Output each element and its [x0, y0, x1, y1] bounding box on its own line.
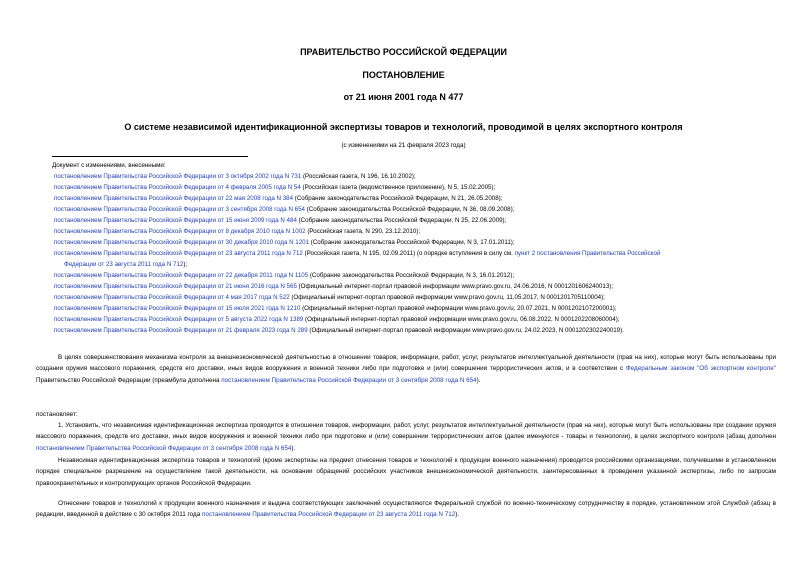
changes-divider [52, 156, 248, 157]
list-item [52, 237, 778, 248]
military-products-paragraph [36, 498, 776, 521]
document-date-number: от 21 июня 2001 года N 477 [343, 92, 464, 102]
document-type-heading: ПОСТАНОВЛЕНИЕ [362, 70, 445, 80]
amendment-source: (Российская газета, N 195, 02.09.2011) (о порядке вступления в силу см. [302, 250, 515, 257]
military-products-text: Отнесение товаров и технологий к продукции военного назначения и выдача соответствующих заключений осуществляются Федеральной службой по военно-техническому сотрудничеству в порядке, установленном этой Службой (абзац в редакции, введенной в действие с 30 октября 2011 года [36, 500, 776, 519]
amendment-link[interactable]: постановлением Правительства Российской Федерации от 22 декабря 2011 года N 1105 [54, 272, 309, 279]
list-item [52, 325, 778, 336]
list-item [52, 270, 778, 281]
amendment-link[interactable]: постановлением Правительства Российской Федерации от 3 сентября 2008 года N 654 [54, 206, 305, 213]
amendment-link[interactable]: постановлением Правительства Российской Федерации от 21 февраля 2023 года N 289 [54, 327, 308, 334]
amendment-link[interactable]: постановлением Правительства Российской Федерации от 3 октября 2002 года N 731 [54, 173, 302, 180]
resolves-text: постановляет: [36, 411, 78, 418]
amendment-source: (Собрание законодательства Российской Федерации, N 25, 22.06.2009); [296, 217, 507, 224]
military-products-amendment-link[interactable]: постановлением Правительства Российской Федерации от 23 августа 2011 года N 712 [201, 511, 456, 519]
amendment-link[interactable]: постановлением Правительства Российской Федерации от 5 августа 2022 года N 1389 [54, 316, 304, 323]
amendment-source: (Официальный интернет-портал правовой информации www.pravo.gov.ru, 24.06.2016, N 0001201606240013); [296, 283, 614, 290]
amendment-source: (Собрание законодательства Российской Федерации, N 3, 17.01.2011); [309, 239, 515, 246]
changes-intro: Документ с изменениями, внесенными: [52, 162, 166, 169]
list-item-continuation [64, 259, 778, 270]
amendment-source: (Собрание законодательства Российской Федерации, N 3, 16.01.2012); [308, 272, 515, 279]
list-item [52, 292, 778, 303]
amendment-source: (Собрание законодательства Российской Федерации, N 36, 08.09.2008); [304, 206, 515, 213]
document-revision-note: (с изменениями на 21 февраля 2023 года) [341, 142, 466, 149]
preamble-end: ). [476, 376, 481, 384]
preamble-paragraph [36, 352, 776, 386]
changes-list [52, 160, 778, 336]
amendment-source: (Российская газета (ведомственное приложение), N 5, 15.02.2005); [300, 184, 496, 191]
amendment-link[interactable]: постановлением Правительства Российской Федерации от 22 мая 2008 года N 384 [54, 195, 294, 202]
amendment-link[interactable]: постановлением Правительства Российской Федерации от 8 декабря 2010 года N 1002 [54, 228, 306, 235]
amendment-source: ); [183, 261, 188, 268]
amendment-link[interactable]: постановлением Правительства Российской Федерации от 15 июня 2009 года N 484 [54, 217, 297, 224]
amendment-source: (Собрание законодательства Российской Федерации, N 21, 26.05.2008); [293, 195, 503, 202]
amendment-source: (Официальный интернет-портал правовой информации www.pravo.gov.ru, 24.02.2023, N 0001202302240019). [307, 327, 624, 334]
clause-1-amendment-link[interactable]: постановлением Правительства Российской Федерации от 3 сентября 2008 года N 654 [36, 444, 292, 452]
list-item [52, 303, 778, 314]
amendment-source: (Официальный интернет-портал правовой информации www.pravo.gov.ru, 20.07.2021, N 0001202107200001); [300, 305, 617, 312]
document-title: О системе независимой идентификационной экспертизы товаров и технологий, проводимой в целях экспортного контроля [124, 122, 683, 132]
amendment-clause-link-cont[interactable]: Федерации от 23 августа 2011 года N 712 [64, 261, 184, 268]
preamble-text: В целях совершенствования механизма контроля за внешнеэкономической деятельностью в отношении товаров, информации, работ, услуг, результатов интеллектуальной деятельности (прав на них), которые могут быть использованы при создании оружия массового поражения, средств его доставки, иных видов вооружения и военной техники либо при подготовке и (или) совершении террористических актов, и в соответствии с [36, 354, 776, 373]
list-item [52, 204, 778, 215]
list-item [52, 248, 778, 259]
amendment-link[interactable]: постановлением Правительства Российской Федерации от 21 июня 2016 года N 565 [54, 283, 297, 290]
amendment-link[interactable]: постановлением Правительства Российской Федерации от 30 декабря 2010 года N 1201 [54, 239, 310, 246]
preamble-mid-text: Правительство Российской Федерации (преамбула дополнена [36, 376, 222, 384]
expertise-paragraph: Независимая идентификационная экспертиза товаров и технологий (кроме экспертизы на предмет отнесения товаров и технологий к продукции военного назначения) проводится российскими организациями, получившими в установленном порядке специальное разрешение на осуществление такой деятельности, на основании обращений российских участников внешнеэкономической деятельности, заинтересованных в проведении указанной экспертизы, либо по запросам правоохранительных и контролирующих органов Российской Федерации. [36, 457, 776, 487]
amendment-source: (Российская газета, N 290, 23.12.2010); [305, 228, 421, 235]
export-control-law-link[interactable]: Федеральным законом "Об экспортном контроле" [625, 365, 776, 373]
list-item [52, 215, 778, 226]
amendment-clause-link[interactable]: пункт 2 постановления Правительства Российской [514, 250, 661, 257]
amendment-link[interactable]: постановлением Правительства Российской Федерации от 4 февраля 2005 года N 54 [54, 184, 301, 191]
clause-1-paragraph [36, 420, 776, 454]
list-item [52, 226, 778, 237]
list-item [52, 182, 778, 193]
list-item [52, 281, 778, 292]
amendment-link[interactable]: постановлением Правительства Российской Федерации от 15 июля 2021 года N 1210 [54, 305, 301, 312]
list-item [52, 193, 778, 204]
amendment-source: (Российская газета, N 196, 16.10.2002); [301, 173, 416, 180]
government-heading: ПРАВИТЕЛЬСТВО РОССИЙСКОЙ ФЕДЕРАЦИИ [300, 47, 507, 57]
list-item [52, 171, 778, 182]
amendment-source: (Официальный интернет-портал правовой информации www.pravo.gov.ru, 06.08.2022, N 0001202208060004); [303, 316, 620, 323]
amendment-link[interactable]: постановлением Правительства Российской Федерации от 23 августа 2011 года N 712 [54, 250, 303, 257]
military-products-end: ). [455, 511, 460, 519]
amendment-source: (Официальный интернет-портал правовой информации www.pravo.gov.ru, 11.05.2017, N 0001201705110004); [289, 294, 605, 301]
clause-1-text: 1. Установить, что независимая идентификационная экспертиза проводится в отношении товаров, информации, работ, услуг, результатов интеллектуальной деятельности (прав на них), которые могут быть использованы при создании оружия массового поражения, средств его доставки, иных видов вооружения и военной техники либо при подготовке и (или) совершении террористических актов (далее именуются - товары и технологии), в целях экспортного контроля (абзац дополнен [36, 422, 776, 441]
clause-1-end: ). [291, 444, 296, 452]
preamble-amendment-link[interactable]: постановлением Правительства Российской Федерации от 3 сентября 2008 года N 654 [221, 376, 477, 384]
amendment-link[interactable]: постановлением Правительства Российской Федерации от 4 мая 2017 года N 522 [54, 294, 290, 301]
list-item [52, 314, 778, 325]
